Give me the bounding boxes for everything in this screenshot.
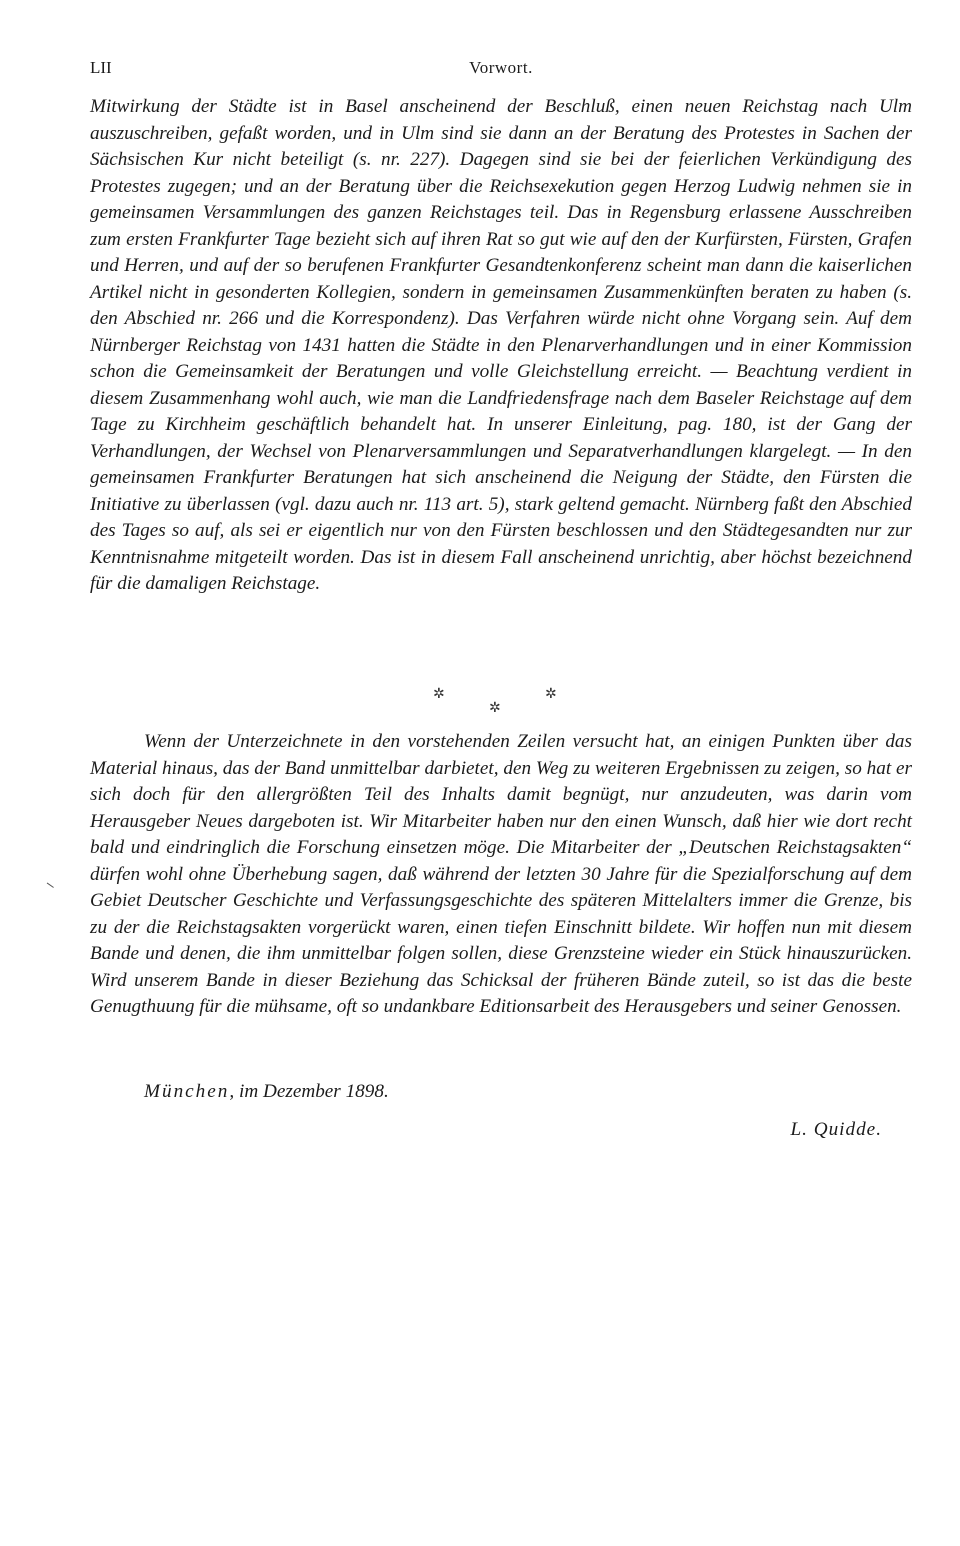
asterisk-right: ✲: [545, 686, 557, 702]
paragraph-2: Wenn der Unterzeichnete in den vorstehenden Zeilen versucht hat, an einigen Punkten über das Material hinaus, das der Band unmittelbar darbietet, den Weg zu weiteren Ergebnissen zu zeigen, so hat er sich doch für den allergrößten Teil des Inhalts damit begnügt, nur anzudeuten, was darin vom Herausgeber Neues dargeboten ist. Wir Mitarbeiter haben nur den einen Wunsch, daß hier wie dort recht bald und eindringlich die Forschung einsetzen möge. Die Mitarbeiter der „Deutschen Reichstagsakten“ dürfen wohl ohne Überhebung sagen, daß während der letzten 30 Jahre für die Spezialforschung auf dem Gebiet Deutscher Geschichte und Verfassungsgeschichte des späteren Mittelalters immer die Grenze, bis zu der die Reichstagsakten vorgerückt waren, einen tiefen Einschnitt bildete. Wir hoffen nun mit diesem Bande und denen, die ihm unmittelbar folgen sollen, diese Grenzsteine wieder ein Stück hinauszurücken. Wird unserem Bande in dieser Beziehung das Schicksal der früheren Bände zuteil, so ist das die beste Genugthuung für die mühsame, oft so undankbare Editionsarbeit des Herausgebers und seiner Genossen.: [90, 731, 912, 1017]
section-separator: [0, 682, 960, 722]
asterisk-left: ✲: [433, 686, 445, 702]
running-head-title: Vorwort.: [469, 58, 533, 77]
date-text: , im Dezember 1898.: [229, 1081, 389, 1102]
author-signature: L. Quidde.: [790, 1119, 882, 1140]
place-name: München: [144, 1081, 230, 1102]
paragraph-1: Mitwirkung der Städte ist in Basel anscheinend der Beschluß, einen neuen Reichstag nach Ulm auszuschreiben, gefaßt worden, und in Ulm sind sie dann an der Beratung des Protestes in Sachen der Sächsischen Kur nicht beteiligt (s. nr. 227). Dagegen sind sie bei der feierlichen Verkündigung des Protestes zugegen; und an der Beratung über die Reichsexekution gegen Herzog Ludwig nehmen sie in gemeinsamen Versammlungen des ganzen Reichstages teil. Das in Regensburg erlassene Ausschreiben zum ersten Frankfurter Tage bezieht sich auf ihren Rat so gut wie auf den der Kurfürsten, Fürsten, Grafen und Herren, und auf der so berufenen Frankfurter Gesandtenkonferenz scheint man dann die kaiserlichen Artikel nicht in gesonderten Kollegien, sondern in gemeinsamen Zusammenkünften beraten zu haben (s. den Abschied nr. 266 und die Korrespondenz). Das Verfahren würde nicht ohne Vorgang sein. Auf dem Nürnberger Reichstag von 1431 hatten die Städte in den Plenarverhandlungen und in einer Kommission schon die Gemeinsamkeit der Beratungen und volle Gleichstellung erreicht. — Beachtung verdient in diesem Zusammenhang wohl auch, wie man die Landfriedensfrage nach dem Baseler Reichstage auf dem Tage zu Kirchheim geschäftlich behandelt hat. In unserer Einleitung, pag. 180, ist der Gang der Verhandlungen, der Wechsel von Plenarversammlungen und Separatverhandlungen klargelegt. — In den gemeinsamen Frankfurter Beratungen hat sich anscheinend die Neigung der Städte, den Fürsten die Initiative zu überlassen (vgl. dazu auch nr. 113 art. 5), stark geltend gemacht. Nürnberg faßt den Abschied des Tages so auf, als sei er eigentlich nur von den Fürsten beschlossen und den Städtegesandten nur zur Kenntnisnahme mitgeteilt worden. Das ist in diesem Fall anscheinend unrichtig, aber höchst bezeichnend für die damaligen Reichstage.: [90, 96, 912, 594]
running-head: [90, 58, 912, 82]
margin-mark: [42, 883, 54, 895]
page-number: LII: [90, 58, 112, 77]
place-date-line: [144, 1081, 389, 1103]
asterisk-center: ✲: [489, 700, 501, 716]
